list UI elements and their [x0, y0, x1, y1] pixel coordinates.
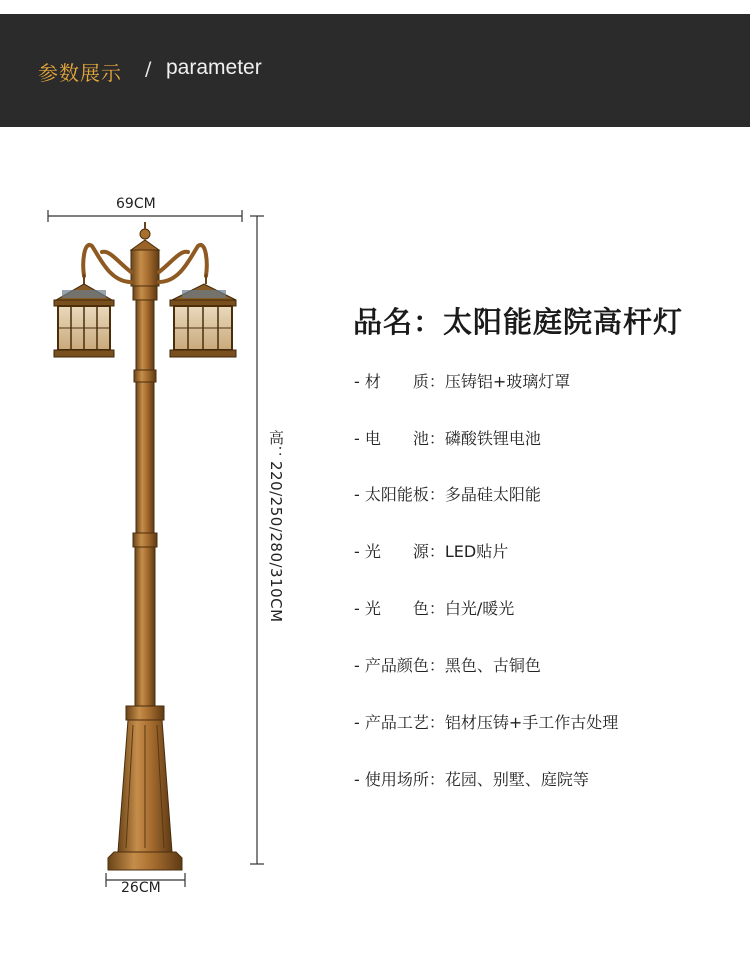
spec-row-material: [354, 369, 734, 393]
spec-row-light-color: [354, 596, 734, 620]
lamp-pole: [108, 222, 182, 870]
spec-value: LED贴片: [444, 542, 509, 561]
spec-value: 多晶硅太阳能: [444, 485, 541, 504]
spec-label: - 使用场所：: [354, 770, 445, 789]
spec-row-usage: [354, 767, 734, 791]
spec-label: - 材 质：: [354, 372, 445, 391]
spec-row-solar-panel: [354, 482, 734, 506]
spec-label: - 电 池：: [354, 429, 445, 448]
spec-value: 花园、别墅、庭院等: [444, 770, 589, 789]
height-label: 高：220/250/280/310CM: [267, 430, 285, 623]
spec-label: - 产品颜色：: [354, 656, 445, 675]
spec-value: 白光/暖光: [444, 599, 515, 618]
lantern-right: [170, 274, 236, 357]
spec-label: - 太阳能板：: [354, 485, 445, 504]
spec-label: - 光 色：: [354, 599, 445, 618]
height-dimension: [250, 216, 264, 864]
width-label-top: 69CM: [116, 196, 156, 212]
spec-row-battery: [354, 426, 734, 450]
spec-row-craft: [354, 710, 734, 734]
header-title-en: parameter: [166, 56, 262, 79]
product-title: 品名：太阳能庭院高杆灯: [353, 305, 684, 339]
spec-value: 铝材压铸+手工作古处理: [444, 713, 619, 732]
width-label-bottom: 26CM: [121, 880, 161, 896]
header-separator: /: [145, 58, 152, 80]
spec-value: 黑色、古铜色: [444, 656, 541, 675]
spec-value: 磷酸铁锂电池: [444, 429, 541, 448]
lantern-left: [54, 274, 114, 357]
spec-value: 压铸铝+玻璃灯罩: [444, 372, 571, 391]
header-title-cn: 参数展示: [38, 61, 122, 85]
spec-row-light-source: [354, 539, 734, 563]
spec-row-product-color: [354, 653, 734, 677]
spec-label: - 产品工艺：: [354, 713, 445, 732]
spec-label: - 光 源：: [354, 542, 445, 561]
